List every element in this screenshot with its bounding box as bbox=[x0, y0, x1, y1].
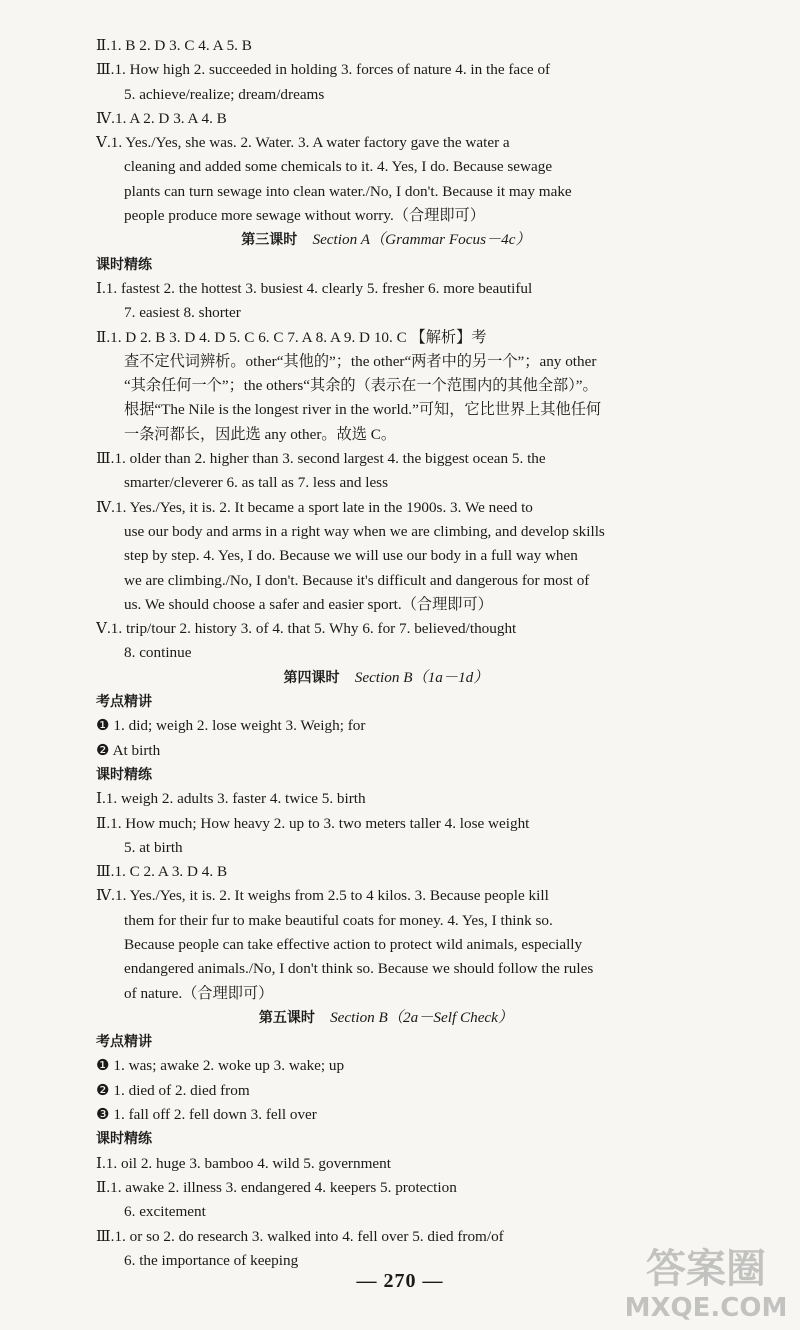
answer-line: Ⅲ.1. C 2. A 3. D 4. B bbox=[96, 863, 228, 881]
answer-line: Ⅱ.1. How much; How heavy 2. up to 3. two meters taller 4. lose weight bbox=[96, 814, 530, 832]
answer-line: smarter/cleverer 6. as tall as 7. less and less bbox=[124, 474, 389, 492]
answer-line: 5. achieve/realize; dream/dreams bbox=[124, 85, 325, 103]
answer-line: use our body and arms in a right way when we are climbing, and develop skills bbox=[124, 522, 605, 540]
answer-line: 5. at birth bbox=[124, 838, 183, 856]
answer-line: 6. excitement bbox=[124, 1203, 206, 1221]
section-title-en: Section B（1a－1d） bbox=[354, 668, 489, 686]
answer-line: us. We should choose a safer and easier sport.（合理即可） bbox=[124, 595, 493, 613]
answer-line: 8. continue bbox=[124, 644, 192, 662]
answer-line: Ⅴ.1. trip/tour 2. history 3. of 4. that 5. Why 6. for 7. believed/thought bbox=[96, 620, 517, 638]
answer-line: endangered animals./No, I don't think so. Because we should follow the rules bbox=[124, 960, 594, 978]
section-title-zh: 第四课时 bbox=[283, 669, 340, 686]
watermark-bottom-text: MXQE.COM bbox=[624, 1293, 788, 1323]
answer-line: Ⅱ.1. awake 2. illness 3. endangered 4. keepers 5. protection bbox=[96, 1178, 457, 1196]
answer-line: Ⅰ.1. weigh 2. adults 3. faster 4. twice 5. birth bbox=[96, 790, 366, 808]
answer-line: 6. the importance of keeping bbox=[124, 1251, 299, 1269]
answer-line: ❷ At birth bbox=[96, 741, 161, 759]
answer-line: we are climbing./No, I don't. Because it's difficult and dangerous for most of bbox=[124, 571, 590, 589]
answer-line: ❷ 1. died of 2. died from bbox=[96, 1081, 250, 1099]
answer-line: Ⅲ.1. How high 2. succeeded in holding 3. forces of nature 4. in the face of bbox=[96, 61, 551, 79]
answer-line: Ⅳ.1. Yes./Yes, it is. 2. It weighs from 2.5 to 4 kilos. 3. Because people kill bbox=[96, 887, 549, 905]
section-title bbox=[96, 666, 676, 690]
answer-line: cleaning and added some chemicals to it. 4. Yes, I do. Because sewage bbox=[124, 158, 553, 176]
answer-line: Ⅱ.1. B 2. D 3. C 4. A 5. B bbox=[96, 37, 252, 54]
answer-line: of nature.（合理即可） bbox=[124, 984, 274, 1002]
page-number: — 270 — bbox=[356, 1270, 444, 1292]
answer-line: 查不定代词辨析。other“其他的”；the other“两者中的另一个”；any other bbox=[124, 352, 597, 370]
answer-line: Ⅰ.1. oil 2. huge 3. bamboo 4. wild 5. government bbox=[96, 1154, 391, 1172]
answer-line: step by step. 4. Yes, I do. Because we will use our body in a full way when bbox=[124, 547, 578, 565]
answer-line: 根据“The Nile is the longest river in the world.”可知，它比世界上其他任何 bbox=[124, 401, 602, 419]
section-title-zh: 第五课时 bbox=[258, 1009, 315, 1026]
answer-line: Ⅰ.1. fastest 2. the hottest 3. busiest 4. clearly 5. fresher 6. more beautiful bbox=[96, 279, 533, 297]
answer-line: 7. easiest 8. shorter bbox=[124, 304, 241, 322]
answer-line: Ⅳ.1. Yes./Yes, it is. 2. It became a sport late in the 1900s. 3. We need to bbox=[96, 498, 533, 516]
section-title-en: Section B（2a－Self Check） bbox=[330, 1008, 514, 1026]
block-heading: 课时精练 bbox=[96, 1131, 152, 1148]
answer-line: them for their fur to make beautiful coats for money. 4. Yes, I think so. bbox=[124, 911, 553, 929]
answer-line: ❸ 1. fall off 2. fell down 3. fell over bbox=[96, 1106, 317, 1124]
answer-line: “其余任何一个”；the others“其余的（表示在一个范围内的其他全部）”。 bbox=[124, 377, 598, 395]
section-title-en: Section A（Grammar Focus－4c） bbox=[312, 231, 531, 249]
block-heading: 考点精讲 bbox=[96, 1034, 152, 1051]
section-title bbox=[96, 1006, 676, 1030]
answer-page bbox=[96, 34, 676, 1273]
answer-line: Because people can take effective action to protect wild animals, especially bbox=[124, 935, 583, 953]
section-title-zh: 第三课时 bbox=[241, 232, 298, 249]
answer-line: Ⅲ.1. older than 2. higher than 3. second largest 4. the biggest ocean 5. the bbox=[96, 450, 546, 468]
answer-line: ❶ 1. was; awake 2. woke up 3. wake; up bbox=[96, 1057, 345, 1075]
answer-line: 一条河都长，因此选 any other。故选 C。 bbox=[124, 425, 397, 443]
block-heading: 课时精练 bbox=[96, 256, 152, 273]
section-title bbox=[96, 228, 676, 252]
answer-line: Ⅳ.1. A 2. D 3. A 4. B bbox=[96, 109, 227, 127]
answer-line: people produce more sewage without worry.（合理即可） bbox=[124, 207, 485, 225]
block-heading: 考点精讲 bbox=[96, 694, 152, 711]
answer-line: Ⅱ.1. D 2. B 3. D 4. D 5. C 6. C 7. A 8. A 9. D 10. C 【解析】考 bbox=[96, 328, 487, 346]
answer-line: Ⅲ.1. or so 2. do research 3. walked into 4. fell over 5. died from/of bbox=[96, 1227, 504, 1245]
watermark-top-text: 答案圈 bbox=[646, 1246, 766, 1292]
answer-line: ❶ 1. did; weigh 2. lose weight 3. Weigh; for bbox=[96, 717, 366, 735]
block-heading: 课时精练 bbox=[96, 766, 152, 783]
answer-line: Ⅴ.1. Yes./Yes, she was. 2. Water. 3. A water factory gave the water a bbox=[96, 134, 510, 152]
answer-line: plants can turn sewage into clean water./No, I don't. Because it may make bbox=[124, 182, 572, 200]
watermark-logo bbox=[622, 1236, 790, 1324]
